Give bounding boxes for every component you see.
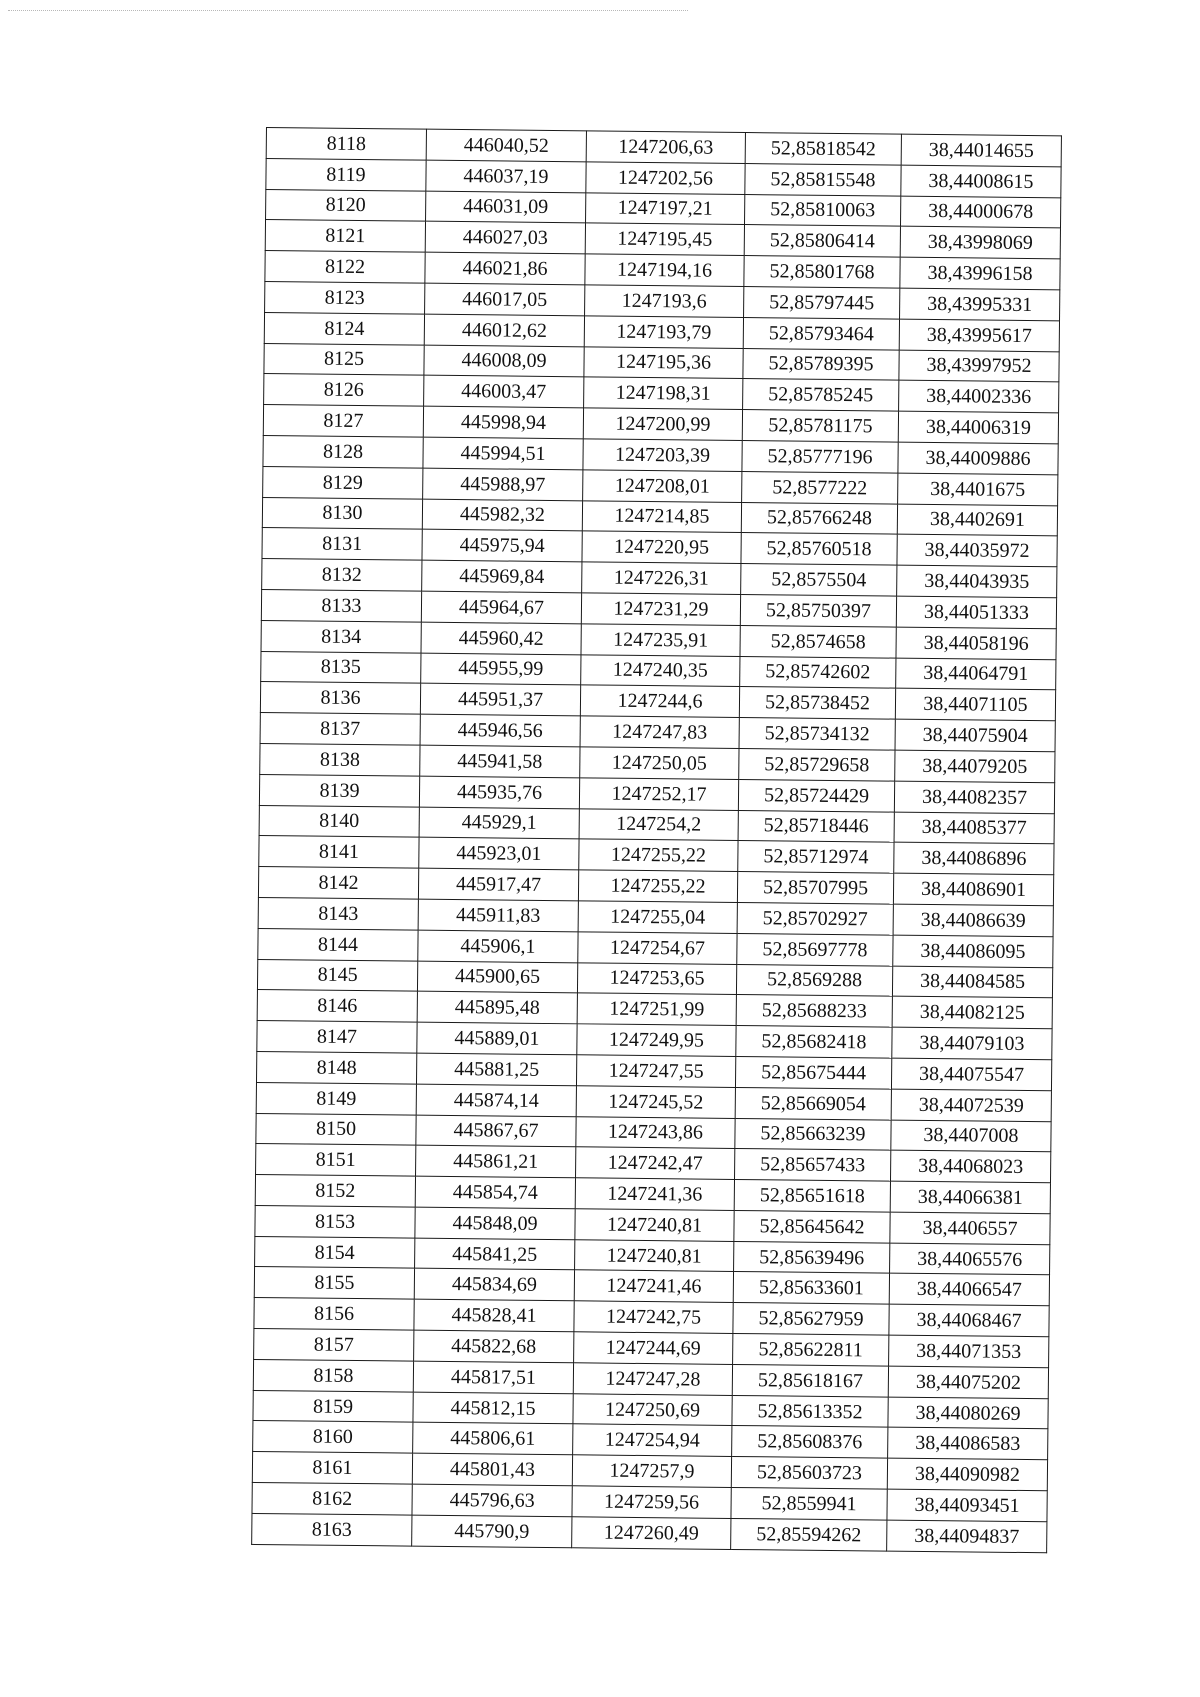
scan-artifact-line [8,10,688,11]
latitude-cell: 52,85729658 [739,748,895,780]
point-number-cell: 8128 [263,435,423,467]
coordinate-y-cell: 1247226,31 [582,562,741,594]
coordinate-y-cell: 1247206,63 [586,131,745,163]
latitude-cell: 52,85750397 [740,594,896,626]
latitude-cell: 52,85818542 [745,133,901,165]
latitude-cell: 52,85810063 [745,194,901,226]
coordinate-x-cell: 446040,52 [426,129,586,161]
latitude-cell: 52,85789395 [743,348,899,380]
latitude-cell: 52,85781175 [742,410,898,442]
longitude-cell: 38,44066381 [890,1181,1050,1213]
coordinate-x-cell: 445946,56 [420,714,580,746]
point-number-cell: 8157 [254,1329,414,1361]
latitude-cell: 52,85594262 [731,1518,887,1550]
longitude-cell: 38,44079103 [892,1027,1052,1059]
coordinate-x-cell: 446003,47 [424,376,584,408]
coordinate-y-cell: 1247220,95 [582,531,741,563]
point-number-cell: 8144 [258,928,418,960]
coordinate-x-cell: 445975,94 [422,530,582,562]
longitude-cell: 38,44085377 [894,812,1054,844]
longitude-cell: 38,44065576 [890,1243,1050,1275]
coordinate-y-cell: 1247254,67 [578,932,737,964]
coordinate-x-cell: 445906,1 [418,930,578,962]
latitude-cell: 52,85697778 [737,933,893,965]
longitude-cell: 38,44072539 [891,1089,1051,1121]
point-number-cell: 8127 [263,405,423,437]
longitude-cell: 38,4401675 [898,473,1058,505]
latitude-cell: 52,85742602 [740,656,896,688]
coordinate-x-cell: 445874,14 [416,1084,576,1116]
coordinate-x-cell: 445806,61 [413,1423,573,1455]
longitude-cell: 38,44035972 [897,534,1057,566]
longitude-cell: 38,44068467 [889,1304,1049,1336]
coordinate-x-cell: 445911,83 [418,899,578,931]
point-number-cell: 8143 [258,897,418,929]
point-number-cell: 8130 [262,497,422,529]
point-number-cell: 8149 [256,1082,416,1114]
latitude-cell: 52,85645642 [734,1210,890,1242]
latitude-cell: 52,8569288 [736,964,892,996]
point-number-cell: 8150 [256,1113,416,1145]
coordinate-y-cell: 1247193,6 [585,285,744,317]
point-number-cell: 8153 [255,1205,415,1237]
longitude-cell: 38,4406557 [890,1212,1050,1244]
coordinate-y-cell: 1247194,16 [585,254,744,286]
coordinate-y-cell: 1247249,95 [577,1024,736,1056]
point-number-cell: 8135 [261,651,421,683]
coordinate-y-cell: 1247255,22 [578,870,737,902]
coordinate-x-cell: 446031,09 [426,191,586,223]
point-number-cell: 8156 [254,1298,414,1330]
point-number-cell: 8121 [265,220,425,252]
coordinate-x-cell: 445994,51 [423,437,583,469]
coordinate-y-cell: 1247195,45 [585,223,744,255]
longitude-cell: 38,44051333 [896,596,1056,628]
point-number-cell: 8124 [264,312,424,344]
point-number-cell: 8136 [260,682,420,714]
latitude-cell: 52,85675444 [735,1056,891,1088]
latitude-cell: 52,8575504 [741,564,897,596]
coordinate-y-cell: 1247195,36 [584,346,743,378]
coordinate-x-cell: 445889,01 [417,1022,577,1054]
coordinate-x-cell: 445867,67 [416,1115,576,1147]
longitude-cell: 38,44000678 [900,196,1060,228]
longitude-cell: 38,44009886 [898,442,1058,474]
longitude-cell: 38,44006319 [898,411,1058,443]
coordinate-y-cell: 1247202,56 [586,162,745,194]
coordinate-x-cell: 445998,94 [423,406,583,438]
longitude-cell: 38,44002336 [899,381,1059,413]
point-number-cell: 8120 [266,189,426,221]
coordinates-table [251,127,1062,1553]
coordinates-table-container [251,127,1062,1553]
coordinate-y-cell: 1247235,91 [581,624,740,656]
latitude-cell: 52,85766248 [741,502,897,534]
coordinate-x-cell: 445951,37 [420,683,580,715]
longitude-cell: 38,44086896 [894,842,1054,874]
coordinate-y-cell: 1247250,69 [573,1393,732,1425]
latitude-cell: 52,85663239 [735,1118,891,1150]
coordinate-y-cell: 1247198,31 [584,377,743,409]
longitude-cell: 38,44080269 [888,1397,1048,1429]
longitude-cell: 38,44066547 [889,1274,1049,1306]
point-number-cell: 8131 [262,528,422,560]
coordinate-y-cell: 1247247,28 [573,1363,732,1395]
coordinate-x-cell: 445812,15 [413,1392,573,1424]
coordinate-y-cell: 1247247,55 [576,1055,735,1087]
point-number-cell: 8134 [261,620,421,652]
longitude-cell: 38,44043935 [897,565,1057,597]
point-number-cell: 8122 [265,251,425,283]
latitude-cell: 52,85712974 [738,841,894,873]
longitude-cell: 38,44071353 [889,1335,1049,1367]
latitude-cell: 52,85777196 [742,440,898,472]
point-number-cell: 8146 [257,990,417,1022]
longitude-cell: 38,43995331 [900,288,1060,320]
longitude-cell: 38,44082125 [892,996,1052,1028]
point-number-cell: 8119 [266,158,426,190]
coordinate-y-cell: 1247208,01 [583,470,742,502]
coordinate-x-cell: 446008,09 [424,345,584,377]
coordinate-y-cell: 1247247,83 [580,716,739,748]
coordinate-x-cell: 445861,21 [416,1145,576,1177]
point-number-cell: 8159 [253,1390,413,1422]
point-number-cell: 8145 [257,959,417,991]
latitude-cell: 52,85603723 [731,1457,887,1489]
point-number-cell: 8137 [260,713,420,745]
longitude-cell: 38,4402691 [897,504,1057,536]
latitude-cell: 52,85707995 [737,872,893,904]
coordinate-x-cell: 445848,09 [415,1207,575,1239]
longitude-cell: 38,4407008 [891,1120,1051,1152]
coordinate-x-cell: 446027,03 [425,222,585,254]
longitude-cell: 38,44090982 [887,1458,1047,1490]
longitude-cell: 38,43997952 [899,350,1059,382]
coordinate-x-cell: 445988,97 [423,468,583,500]
coordinate-x-cell: 445841,25 [415,1238,575,1270]
latitude-cell: 52,85627959 [733,1303,889,1335]
point-number-cell: 8123 [265,281,425,313]
coordinate-x-cell: 445941,58 [420,745,580,777]
longitude-cell: 38,44079205 [895,750,1055,782]
coordinate-y-cell: 1247203,39 [583,439,742,471]
latitude-cell: 52,85688233 [736,995,892,1027]
coordinate-y-cell: 1247242,75 [574,1301,733,1333]
point-number-cell: 8141 [259,836,419,868]
point-number-cell: 8125 [264,343,424,375]
coordinate-x-cell: 445955,99 [421,653,581,685]
latitude-cell: 52,85734132 [739,718,895,750]
point-number-cell: 8152 [255,1175,415,1207]
coordinate-y-cell: 1247254,94 [573,1424,732,1456]
coordinate-y-cell: 1247251,99 [577,993,736,1025]
latitude-cell: 52,85639496 [734,1241,890,1273]
coordinate-x-cell: 446017,05 [425,283,585,315]
coordinate-y-cell: 1247253,65 [577,962,736,994]
coordinate-y-cell: 1247250,05 [580,747,739,779]
coordinate-y-cell: 1247240,81 [575,1239,734,1271]
point-number-cell: 8139 [259,774,419,806]
longitude-cell: 38,44075202 [888,1366,1048,1398]
latitude-cell: 52,85718446 [738,810,894,842]
longitude-cell: 38,44058196 [896,627,1056,659]
coordinate-x-cell: 445969,84 [422,560,582,592]
coordinate-x-cell: 445801,43 [412,1453,572,1485]
point-number-cell: 8148 [256,1051,416,1083]
coordinate-y-cell: 1247257,9 [572,1455,731,1487]
coordinate-x-cell: 445854,74 [415,1176,575,1208]
coordinate-y-cell: 1247259,56 [572,1486,731,1518]
point-number-cell: 8161 [252,1452,412,1484]
latitude-cell: 52,85613352 [732,1395,888,1427]
longitude-cell: 38,44068023 [890,1150,1050,1182]
coordinate-x-cell: 445834,69 [414,1269,574,1301]
point-number-cell: 8147 [257,1021,417,1053]
latitude-cell: 52,85806414 [744,225,900,257]
latitude-cell: 52,85618167 [732,1364,888,1396]
longitude-cell: 38,44075547 [891,1058,1051,1090]
latitude-cell: 52,85633601 [733,1272,889,1304]
longitude-cell: 38,43996158 [900,257,1060,289]
coordinate-x-cell: 445895,48 [417,991,577,1023]
point-number-cell: 8126 [264,374,424,406]
latitude-cell: 52,85682418 [736,1026,892,1058]
coordinate-y-cell: 1247200,99 [583,408,742,440]
latitude-cell: 52,85793464 [743,317,899,349]
coordinate-y-cell: 1247255,22 [579,839,738,871]
coordinate-y-cell: 1247245,52 [576,1086,735,1118]
coordinate-y-cell: 1247252,17 [579,778,738,810]
coordinate-x-cell: 445964,67 [421,591,581,623]
longitude-cell: 38,44008615 [901,165,1061,197]
coordinate-y-cell: 1247214,85 [582,500,741,532]
coordinate-x-cell: 445828,41 [414,1299,574,1331]
longitude-cell: 38,44086639 [893,904,1053,936]
coordinate-y-cell: 1247243,86 [576,1116,735,1148]
coordinate-x-cell: 446012,62 [424,314,584,346]
latitude-cell: 52,85724429 [738,779,894,811]
longitude-cell: 38,44064791 [896,658,1056,690]
point-number-cell: 8162 [252,1482,412,1514]
coordinate-y-cell: 1247240,35 [581,654,740,686]
longitude-cell: 38,44071105 [895,688,1055,720]
coordinate-y-cell: 1247255,04 [578,901,737,933]
point-number-cell: 8154 [255,1236,415,1268]
longitude-cell: 38,44086901 [893,873,1053,905]
coordinate-x-cell: 445960,42 [421,622,581,654]
coordinate-x-cell: 445917,47 [418,868,578,900]
coordinate-y-cell: 1247242,47 [576,1147,735,1179]
point-number-cell: 8160 [253,1421,413,1453]
coordinate-x-cell: 446021,86 [425,252,585,284]
point-number-cell: 8158 [253,1359,413,1391]
point-number-cell: 8129 [263,466,423,498]
coordinate-x-cell: 445929,1 [419,807,579,839]
coordinate-y-cell: 1247231,29 [581,593,740,625]
longitude-cell: 38,44075904 [895,719,1055,751]
point-number-cell: 8140 [259,805,419,837]
coordinate-x-cell: 445796,63 [412,1484,572,1516]
point-number-cell: 8118 [266,128,426,160]
point-number-cell: 8138 [260,743,420,775]
point-number-cell: 8133 [261,589,421,621]
latitude-cell: 52,85760518 [741,533,897,565]
coordinate-y-cell: 1247244,6 [580,685,739,717]
coordinate-y-cell: 1247244,69 [574,1332,733,1364]
coordinate-y-cell: 1247241,46 [574,1270,733,1302]
coordinate-x-cell: 445935,76 [419,776,579,808]
latitude-cell: 52,8577222 [742,471,898,503]
coordinate-x-cell: 445790,9 [412,1515,572,1547]
latitude-cell: 52,85738452 [739,687,895,719]
latitude-cell: 52,85651618 [734,1180,890,1212]
longitude-cell: 38,44086583 [888,1428,1048,1460]
coordinate-y-cell: 1247240,81 [575,1209,734,1241]
coordinate-y-cell: 1247193,79 [584,316,743,348]
longitude-cell: 38,43995617 [899,319,1059,351]
latitude-cell: 52,85622811 [733,1334,889,1366]
coordinate-x-cell: 445900,65 [417,961,577,993]
coordinate-y-cell: 1247254,2 [579,808,738,840]
longitude-cell: 38,44093451 [887,1489,1047,1521]
coordinate-y-cell: 1247197,21 [586,192,745,224]
latitude-cell: 52,8574658 [740,625,896,657]
latitude-cell: 52,85815548 [745,163,901,195]
coordinate-x-cell: 445822,68 [414,1330,574,1362]
coordinate-x-cell: 445982,32 [422,499,582,531]
coordinate-x-cell: 446037,19 [426,160,586,192]
longitude-cell: 38,44084585 [892,966,1052,998]
latitude-cell: 52,8559941 [731,1488,887,1520]
coordinate-y-cell: 1247260,49 [572,1517,731,1549]
latitude-cell: 52,85657433 [735,1149,891,1181]
longitude-cell: 38,44094837 [887,1520,1047,1552]
point-number-cell: 8163 [252,1513,412,1545]
latitude-cell: 52,85801768 [744,256,900,288]
point-number-cell: 8155 [254,1267,414,1299]
latitude-cell: 52,85608376 [732,1426,888,1458]
longitude-cell: 38,44086095 [893,935,1053,967]
longitude-cell: 38,44014655 [901,134,1061,166]
coordinates-table-body [252,128,1062,1553]
coordinate-x-cell: 445881,25 [416,1053,576,1085]
point-number-cell: 8151 [256,1144,416,1176]
longitude-cell: 38,44082357 [894,781,1054,813]
coordinate-x-cell: 445923,01 [419,837,579,869]
latitude-cell: 52,85669054 [735,1087,891,1119]
latitude-cell: 52,85797445 [744,286,900,318]
coordinate-y-cell: 1247241,36 [575,1178,734,1210]
longitude-cell: 38,43998069 [900,227,1060,259]
latitude-cell: 52,85785245 [743,379,899,411]
coordinate-x-cell: 445817,51 [413,1361,573,1393]
point-number-cell: 8132 [262,559,422,591]
point-number-cell: 8142 [258,867,418,899]
latitude-cell: 52,85702927 [737,902,893,934]
